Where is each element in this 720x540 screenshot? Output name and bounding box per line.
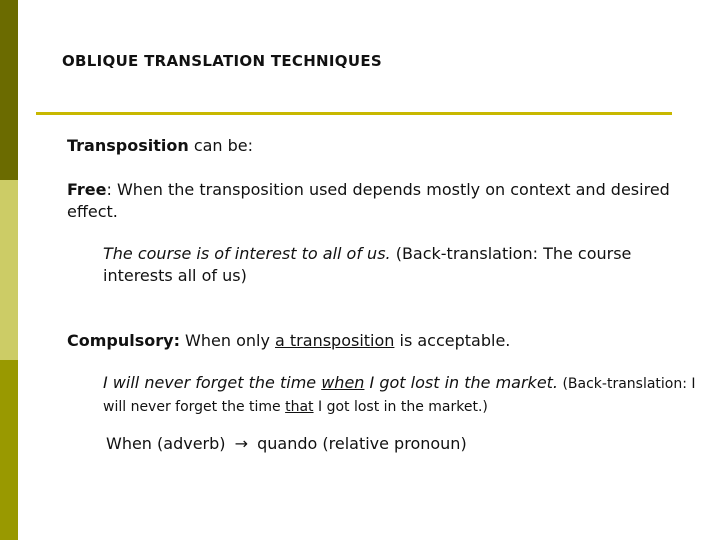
free-example-backtranslation: (Back-translation: The course interests all of us) [103,244,632,285]
free-text: : When the transposition used depends mostly on context and desired effect. [67,180,670,221]
compulsory-label: Compulsory: [67,331,180,350]
intro-rest: can be: [188,136,254,155]
compulsory-text-after: is acceptable. [394,331,511,350]
compulsory-underlined: a transposition [275,331,395,350]
free-example-sentence: The course is of interest to all of us. [103,244,391,263]
arrow-right-icon: → [234,434,249,453]
example-italic-before: I will never forget the time [103,373,322,392]
intro-term: Transposition [67,136,189,155]
example-bt-underlined: that [285,399,314,415]
example-bt-end: I got lost in the market.) [313,399,488,415]
sidebar-bar-light [0,180,18,360]
compulsory-example [103,372,703,418]
example-bt-start: (Back-translation: I will never forget the time [103,376,696,415]
free-definition [67,179,707,223]
note-right: quando (relative pronoun) [252,434,467,453]
intro-line [67,135,253,157]
sidebar-bar-dark [0,0,18,180]
compulsory-definition [67,330,510,352]
example-italic-underlined: when [321,373,365,392]
free-example [103,243,663,287]
title-divider [36,112,672,115]
example-italic-after: I got lost in the market. [364,373,559,392]
slide-title: OBLIQUE TRANSLATION TECHNIQUES [62,52,382,70]
compulsory-text-before: When only [179,331,276,350]
note-left: When (adverb) [106,434,231,453]
sidebar-bar-olive [0,360,18,540]
adverb-note [106,433,467,455]
free-label: Free [67,180,107,199]
